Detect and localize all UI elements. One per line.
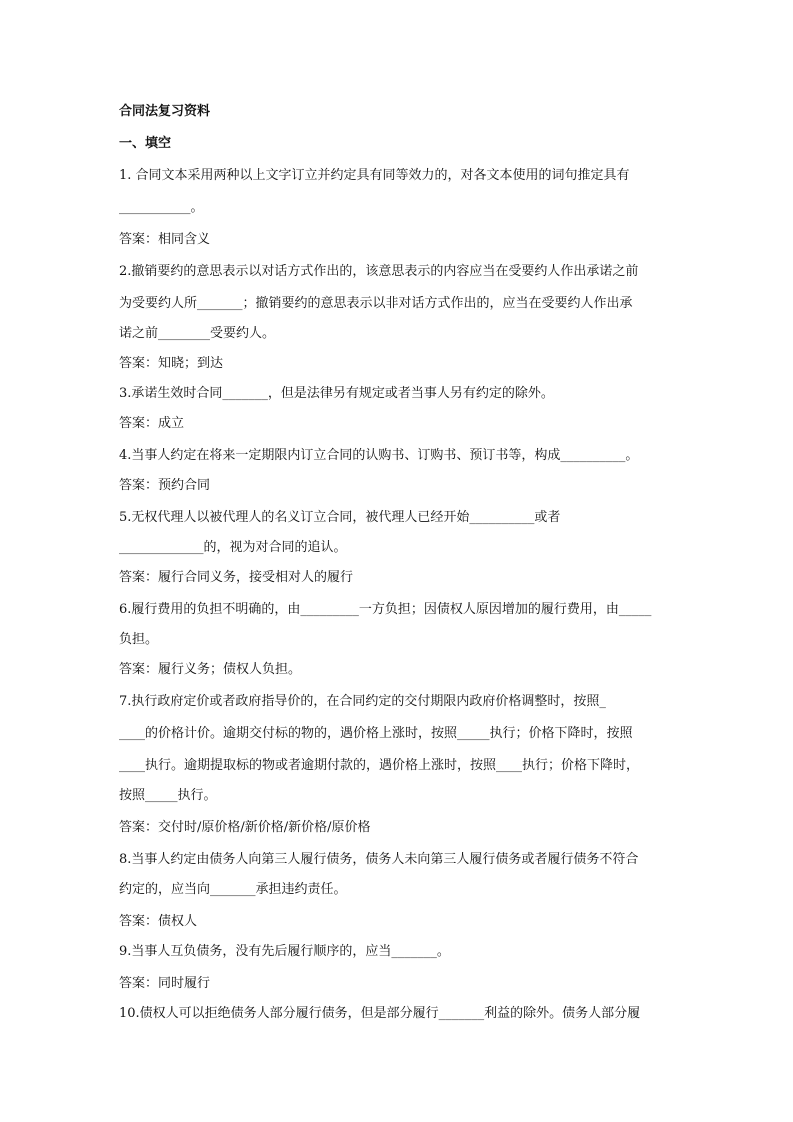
question-8-line-1: 8.当事人约定由债务人向第三人履行债务，债务人未向第三人履行债务或者履行债务不符合 <box>119 852 639 867</box>
question-8-line-2: 约定的，应当向_______承担违约责任。 <box>119 882 347 897</box>
question-2-line-1: 2.撤销要约的意思表示以对话方式作出的，该意思表示的内容应当在受要约人作出承诺之前 <box>119 264 639 279</box>
question-7-line-3: ____执行。逾期提取标的物或者逾期付款的，遇价格上涨时，按照____执行；价格下降时， <box>119 758 640 773</box>
answer-1: 答案：相同含义 <box>119 232 211 247</box>
question-7-line-2: ____的价格计价。逾期交付标的物的，遇价格上涨时，按照_____执行；价格下降时，按照 <box>119 726 633 741</box>
question-7-line-1: 7.执行政府定价或者政府指导价的，在合同约定的交付期限内政府价格调整时，按照_ <box>119 694 606 709</box>
answer-5: 答案：履行合同义务，接受相对人的履行 <box>119 570 354 585</box>
question-5-line-1: 5.无权代理人以被代理人的名义订立合同，被代理人已经开始__________或者 <box>119 510 561 525</box>
question-5-line-2: _____________的，视为对合同的追认。 <box>119 540 347 555</box>
answer-8: 答案：债权人 <box>119 914 198 929</box>
answer-4: 答案：预约合同 <box>119 478 211 493</box>
question-6-line-1: 6.履行费用的负担不明确的，由_________一方负担；因债权人原因增加的履行费用，由_____ <box>119 602 652 617</box>
section-heading: 一、填空 <box>119 136 172 151</box>
answer-6: 答案：履行义务；债权人负担。 <box>119 662 302 677</box>
question-2-line-3: 诺之前________受要约人。 <box>119 326 276 341</box>
question-1-line-2: ___________。 <box>119 200 204 215</box>
answer-2: 答案：知晓；到达 <box>119 356 224 371</box>
question-10-line-1: 10.债权人可以拒绝债务人部分履行债务，但是部分履行_______利益的除外。债务人部分履 <box>119 1006 641 1021</box>
answer-9: 答案：同时履行 <box>119 976 211 991</box>
answer-7: 答案：交付时/原价格/新价格/新价格/原价格 <box>119 820 371 835</box>
question-2-line-2: 为受要约人所_______；撤销要约的意思表示以非对话方式作出的，应当在受要约人作出承 <box>119 296 633 311</box>
answer-3: 答案：成立 <box>119 416 185 431</box>
question-3: 3.承诺生效时合同_______，但是法律另有规定或者当事人另有约定的除外。 <box>119 386 554 401</box>
question-9: 9.当事人互负债务，没有先后履行顺序的，应当_______。 <box>119 944 450 959</box>
question-4: 4.当事人约定在将来一定期限内订立合同的认购书、订购书、预订书等，构成__________。 <box>119 448 639 463</box>
question-1-line-1: 1. 合同文本采用两种以上文字订立并约定具有同等效力的，对各文本使用的词句推定具有 <box>119 168 630 183</box>
question-7-line-4: 按照_____执行。 <box>119 788 217 803</box>
document-title: 合同法复习资料 <box>119 104 211 119</box>
question-6-line-2: 负担。 <box>119 632 159 647</box>
